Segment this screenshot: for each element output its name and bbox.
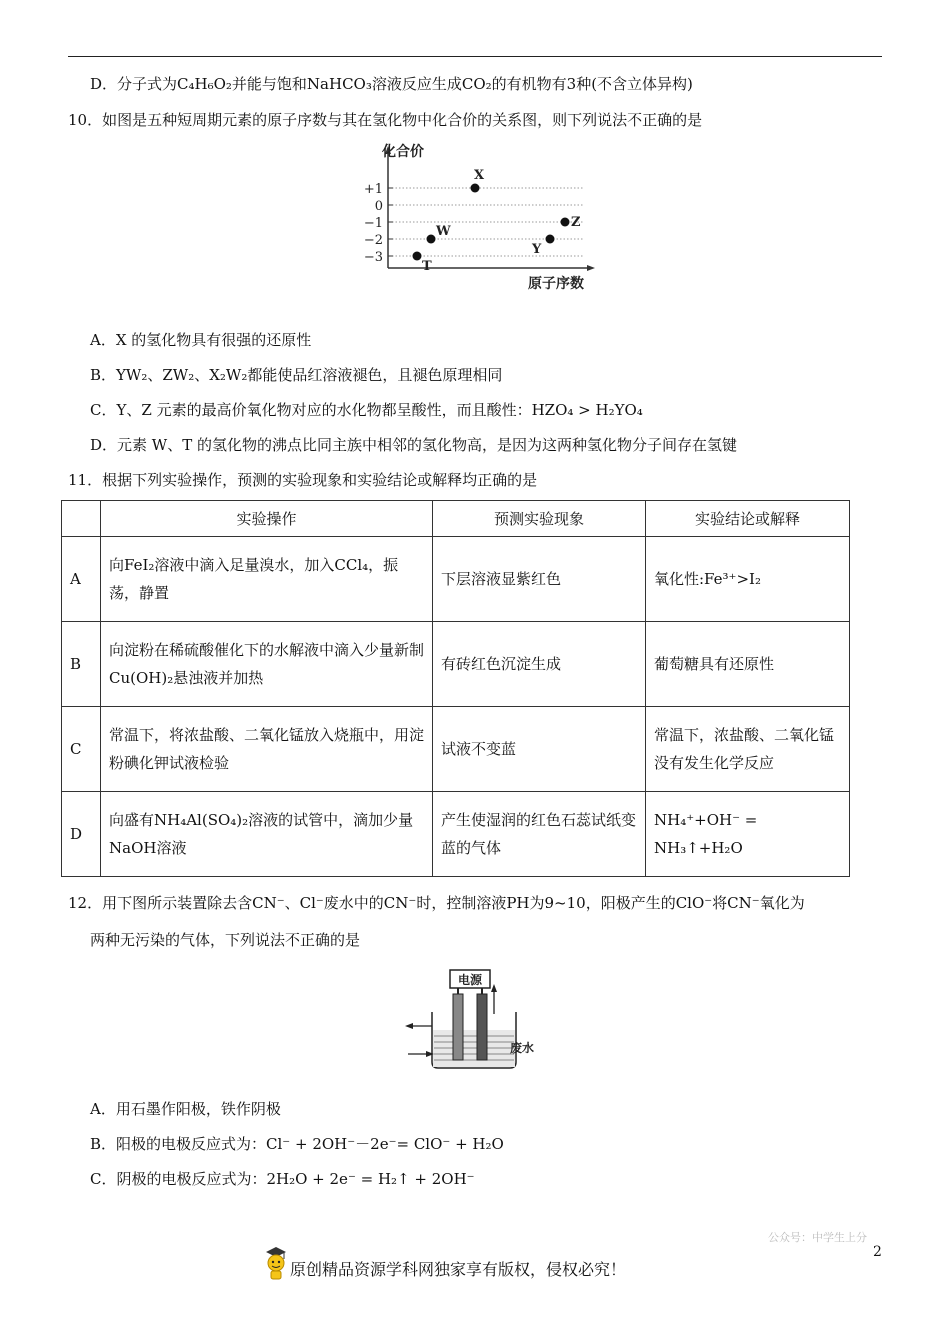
table-row (62, 622, 850, 707)
header-rule (68, 56, 882, 57)
electrolysis-apparatus-diagram (400, 962, 550, 1074)
operation-cell: 向FeI₂溶液中滴入足量溴水，加入CCl₄，振荡，静置 (101, 537, 433, 622)
x-axis-label: 原子序数 (528, 276, 584, 292)
copyright-notice: 原创精品资源学科网独家享有版权，侵权必究！ (290, 1260, 627, 1279)
q12-option-b: B．阳极的电极反应式为：Cl⁻ + 2OH⁻－2e⁻= ClO⁻ + H₂O (90, 1135, 504, 1153)
table-header-cell (62, 501, 101, 537)
point-label-w: W (436, 224, 451, 239)
mascot-icon (262, 1246, 290, 1280)
row-label: C (62, 707, 101, 792)
q12-stem-line2: 两种无污染的气体，下列说法不正确的是 (90, 931, 361, 949)
q12-option-a: A．用石墨作阳极，铁作阴极 (90, 1100, 281, 1118)
q12-option-c: C．阴极的电极反应式为：2H₂O + 2e⁻ = H₂↑ + 2OH⁻ (90, 1170, 475, 1188)
conclusion-cell: 氧化性:Fe³⁺>I₂ (646, 537, 850, 622)
waste-water-label: 废水 (510, 1041, 535, 1055)
phenomenon-cell: 试液不变蓝 (433, 707, 646, 792)
operation-cell: 常温下，将浓盐酸、二氧化锰放入烧瓶中，用淀粉碘化钾试液检验 (101, 707, 433, 792)
point-label-y: Y (532, 242, 542, 257)
q10-option-c: C．Y、Z 元素的最高价氧化物对应的水化物都呈酸性，而且酸性：HZO₄ > H₂YO₄ (90, 401, 643, 419)
y-tick-label: −1 (363, 216, 383, 231)
q9-option-d: D．分子式为C₄H₆O₂并能与饱和NaHCO₃溶液反应生成CO₂的有机物有3种(不含立体异构) (90, 75, 693, 93)
phenomenon-cell: 产生使湿润的红色石蕊试纸变蓝的气体 (433, 792, 646, 877)
q10-option-b: B．YW₂、ZW₂、X₂W₂都能使品红溶液褪色，且褪色原理相同 (90, 366, 503, 384)
q10-stem: 10．如图是五种短周期元素的原子序数与其在氢化物中化合价的关系图，则下列说法不正确的是 (68, 111, 703, 129)
table-header-cell: 预测实验现象 (433, 501, 646, 537)
phenomenon-cell: 有砖红色沉淀生成 (433, 622, 646, 707)
table-row (62, 792, 850, 877)
q10-option-d: D．元素 W、T 的氢化物的沸点比同主族中相邻的氢化物高，是因为这两种氢化物分子间存在氢键 (90, 436, 737, 454)
point-z (561, 218, 570, 227)
x-axis-arrow (587, 265, 595, 271)
phenomenon-cell: 下层溶液显紫红色 (433, 537, 646, 622)
point-y (546, 235, 555, 244)
chart-gridlines (388, 188, 583, 256)
conclusion-cell: 葡萄糖具有还原性 (646, 622, 850, 707)
page-number: 2 (873, 1244, 882, 1260)
conclusion-cell: 常温下，浓盐酸、二氧化锰没有发生化学反应 (646, 707, 850, 792)
table-header-cell: 实验结论或解释 (646, 501, 850, 537)
point-t (413, 252, 422, 261)
row-label: A (62, 537, 101, 622)
point-label-x: X (474, 168, 485, 183)
operation-cell: 向淀粉在稀硫酸催化下的水解液中滴入少量新制Cu(OH)₂悬浊液并加热 (101, 622, 433, 707)
point-label-z: Z (571, 215, 581, 230)
solution-fill (433, 1030, 515, 1067)
y-tick-labels (364, 182, 383, 265)
table-row (62, 537, 850, 622)
cathode-electrode (477, 994, 487, 1060)
y-tick-label: +1 (363, 182, 383, 197)
data-points (413, 168, 582, 274)
point-w (427, 235, 436, 244)
table-header-row (62, 501, 850, 537)
table-header-cell: 实验操作 (101, 501, 433, 537)
power-source-label: 电源 (457, 973, 483, 987)
q12-stem-line1: 12．用下图所示装置除去含CN⁻、Cl⁻废水中的CN⁻时，控制溶液PH为9~10，阳极产生的ClO⁻将CN⁻氧化为 (68, 894, 805, 912)
q10-valence-chart (355, 140, 605, 300)
row-label: D (62, 792, 101, 877)
y-tick-label: −3 (363, 250, 383, 265)
q10-option-a: A．X 的氢化物具有很强的还原性 (90, 331, 312, 349)
point-label-t: T (422, 259, 432, 274)
row-label: B (62, 622, 101, 707)
conclusion-cell: NH₄⁺+OH⁻ = NH₃↑+H₂O (646, 792, 850, 877)
experiment-table (61, 500, 850, 877)
operation-cell: 向盛有NH₄Al(SO₄)₂溶液的试管中，滴加少量NaOH溶液 (101, 792, 433, 877)
watermark: 公众号：中学生上分 (768, 1231, 867, 1244)
q11-stem: 11．根据下列实验操作，预测的实验现象和实验结论或解释均正确的是 (68, 471, 538, 489)
y-axis-label: 化合价 (382, 144, 424, 160)
anode-electrode (453, 994, 463, 1060)
y-tick-label: −2 (363, 233, 383, 248)
table-row (62, 707, 850, 792)
point-x (471, 184, 480, 193)
y-tick-label: 0 (374, 199, 383, 214)
